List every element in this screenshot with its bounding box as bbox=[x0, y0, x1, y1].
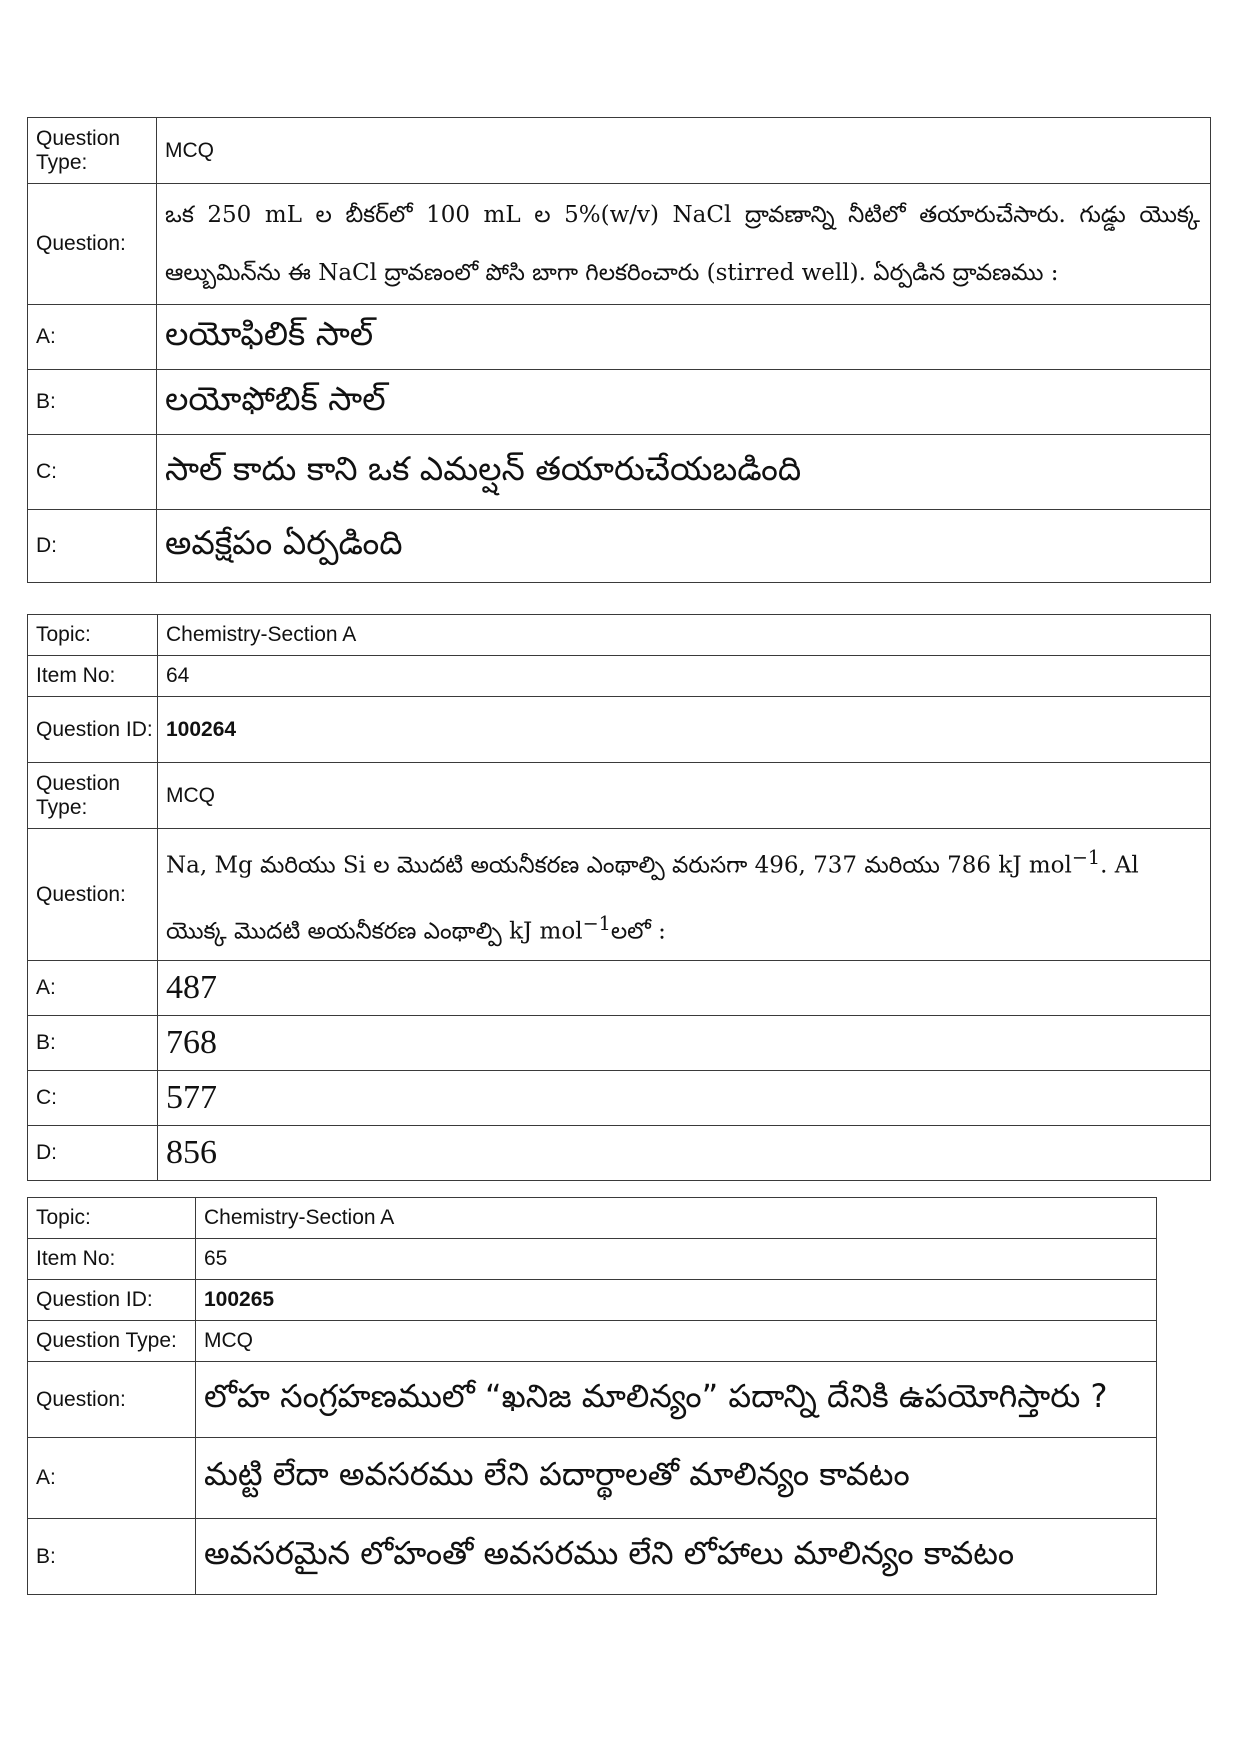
question-line-1: Na, Mg మరియు Si ల మొదటి అయనీకరణ ఎంథాల్పి వరుసగా 496, 737 మరియు 786 kJ mol bbox=[166, 852, 1072, 879]
superscript: −1 bbox=[582, 911, 611, 935]
topic-row bbox=[28, 1198, 1157, 1239]
option-row bbox=[28, 1126, 1211, 1181]
topic-row bbox=[28, 615, 1211, 656]
question-id-label: Question ID: bbox=[28, 697, 158, 763]
question-type-row bbox=[28, 118, 1211, 184]
question-id-label: Question ID: bbox=[28, 1280, 196, 1321]
option-row bbox=[28, 435, 1211, 510]
item-no-row bbox=[28, 656, 1211, 697]
question-id-value: 100265 bbox=[196, 1280, 1157, 1321]
option-row bbox=[28, 370, 1211, 435]
topic-value: Chemistry-Section A bbox=[158, 615, 1211, 656]
option-a-text: లయోఫిలిక్ సాల్ bbox=[157, 305, 1211, 370]
option-b-label: B: bbox=[28, 1016, 158, 1071]
topic-label: Topic: bbox=[28, 1198, 196, 1239]
option-row bbox=[28, 1519, 1157, 1595]
option-d-text: అవక్షేపం ఏర్పడింది bbox=[157, 510, 1211, 583]
item-no-value: 65 bbox=[196, 1239, 1157, 1280]
item-no-label: Item No: bbox=[28, 656, 158, 697]
option-b-label: B: bbox=[28, 370, 157, 435]
option-b-text: 768 bbox=[158, 1016, 1211, 1071]
question-label: Question: bbox=[28, 829, 158, 961]
option-row bbox=[28, 305, 1211, 370]
topic-value: Chemistry-Section A bbox=[196, 1198, 1157, 1239]
question-text-body: ఒక 250 mL ల బీకర్‌లో 100 mL ల 5%(w/v) NaCl ద్రావణాన్ని నీటిలో తయారుచేసారు. గుడ్డు యొక్క ఆల్బుమిన్‌ను ఈ NaCl ద్రావణంలో పోసి బాగా గిలకరించారు (stirred well). ఏర్పడిన ద్రావణము : bbox=[165, 202, 1200, 286]
option-b-text: అవసరమైన లోహంతో అవసరము లేని లోహాలు మాలిన్యం కావటం bbox=[196, 1519, 1157, 1595]
question-type-value: MCQ bbox=[157, 118, 1211, 184]
question-text bbox=[157, 184, 1211, 305]
question-63-table bbox=[27, 117, 1211, 583]
option-c-label: C: bbox=[28, 1071, 158, 1126]
question-id-value: 100264 bbox=[158, 697, 1211, 763]
item-no-row bbox=[28, 1239, 1157, 1280]
option-row bbox=[28, 961, 1211, 1016]
question-type-label: Question Type: bbox=[28, 118, 157, 184]
option-c-text: 577 bbox=[158, 1071, 1211, 1126]
question-type-value: MCQ bbox=[158, 763, 1211, 829]
option-d-text: 856 bbox=[158, 1126, 1211, 1181]
option-row bbox=[28, 510, 1211, 583]
option-b-text: లయోఫోబిక్ సాల్ bbox=[157, 370, 1211, 435]
question-type-value: MCQ bbox=[196, 1321, 1157, 1362]
option-a-label: A: bbox=[28, 1438, 196, 1519]
question-line-2: యొక్క మొదటి అయనీకరణ ఎంథాల్పి kJ mol bbox=[166, 918, 583, 945]
question-label: Question: bbox=[28, 184, 157, 305]
option-row bbox=[28, 1438, 1157, 1519]
question-row bbox=[28, 184, 1211, 305]
question-line-2-end: లలో : bbox=[610, 918, 666, 945]
option-a-text: మట్టి లేదా అవసరము లేని పదార్థాలతో మాలిన్యం కావటం bbox=[196, 1438, 1157, 1519]
option-c-label: C: bbox=[28, 435, 157, 510]
question-line-1-end: . Al bbox=[1100, 852, 1139, 879]
question-text-body bbox=[166, 829, 1210, 960]
item-no-value: 64 bbox=[158, 656, 1211, 697]
option-a-text: 487 bbox=[158, 961, 1211, 1016]
option-d-label: D: bbox=[28, 510, 157, 583]
question-type-label: Question Type: bbox=[28, 763, 158, 829]
option-a-label: A: bbox=[28, 305, 157, 370]
option-a-label: A: bbox=[28, 961, 158, 1016]
item-no-label: Item No: bbox=[28, 1239, 196, 1280]
question-65-table bbox=[27, 1197, 1157, 1595]
question-type-label: Question Type: bbox=[28, 1321, 196, 1362]
option-c-text: సాల్ కాదు కాని ఒక ఎమల్షన్ తయారుచేయబడింది bbox=[157, 435, 1211, 510]
option-row bbox=[28, 1016, 1211, 1071]
question-label: Question: bbox=[28, 1362, 196, 1438]
topic-label: Topic: bbox=[28, 615, 158, 656]
question-64-table bbox=[27, 614, 1211, 1181]
superscript: −1 bbox=[1071, 846, 1101, 869]
question-row bbox=[28, 829, 1211, 961]
question-type-row bbox=[28, 763, 1211, 829]
question-type-row bbox=[28, 1321, 1157, 1362]
question-row bbox=[28, 1362, 1157, 1438]
question-text bbox=[158, 829, 1211, 961]
option-row bbox=[28, 1071, 1211, 1126]
question-id-row bbox=[28, 1280, 1157, 1321]
question-text: లోహ సంగ్రహణములో “ఖనిజ మాలిన్యం” పదాన్ని దేనికి ఉపయోగిస్తారు ? bbox=[196, 1362, 1157, 1438]
option-b-label: B: bbox=[28, 1519, 196, 1595]
question-id-row bbox=[28, 697, 1211, 763]
option-d-label: D: bbox=[28, 1126, 158, 1181]
